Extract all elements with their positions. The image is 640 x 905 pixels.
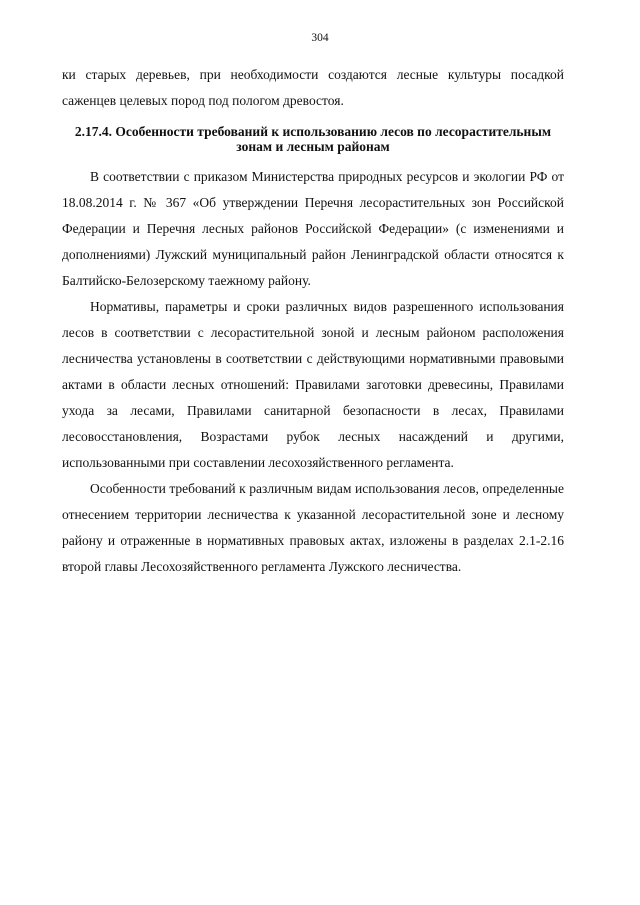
paragraph-3: Особенности требований к различным видам использования лесов, определенные отнесением территории лесничества к указанной лесорастительной зоне и лесному району и отраженные в нормативных правовых актах, изложены в разделах 2.1-2.16 второй главы Лесохозяйственного регламента Лужского лесничества. — [62, 481, 564, 574]
paragraph-1: В соответствии с приказом Министерства природных ресурсов и экологии РФ от 18.08.2014 г. № 367 «Об утверждении Перечня лесорастительных зон Российской Федерации и Перечня лесных районов Российской Федерации» (с изменениями и дополнениями) Лужский муниципальный район Ленинградской области относятся к Балтийско-Белозерскому таежному району. — [62, 169, 564, 288]
page-number: 304 — [311, 32, 329, 44]
intro-paragraph: ки старых деревьев, при необходимости создаются лесные культуры посадкой саженцев целевых пород под пологом древостоя. — [62, 67, 564, 108]
document-body — [62, 62, 564, 580]
paragraph-2: Нормативы, параметры и сроки различных видов разрешенного использования лесов в соответствии с лесорастительной зоной и лесным районом расположения лесничества установлены в соответствии с действующими нормативными правовыми актами в области лесных отношений: Правилами заготовки древесины, Правилами ухода за лесами, Правилами санитарной безопасности в лесах, Правилами лесовосстановления, Возрастами рубок лесных насаждений и другими, использованными при составлении лесохозяйственного регламента. — [62, 299, 564, 470]
section-heading: 2.17.4. Особенности требований к использованию лесов по лесорастительным зонам и лесным районам — [74, 124, 552, 154]
